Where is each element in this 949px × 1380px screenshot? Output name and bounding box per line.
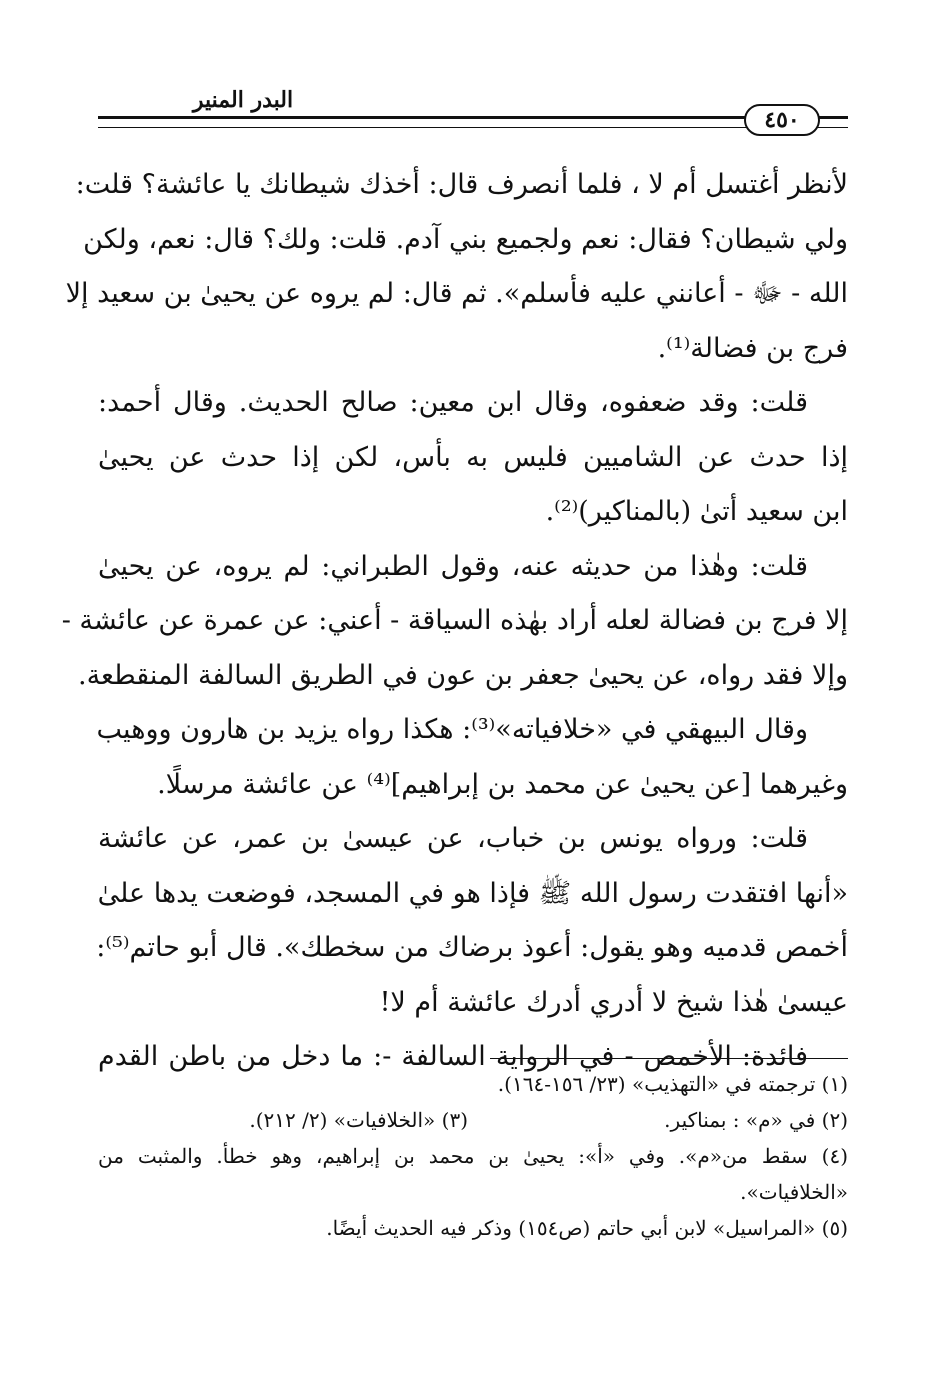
text-line: إذا حدث عن الشاميين فليس به بأس، لكن إذا حدث عن يحيىٰ [98, 441, 848, 473]
text-line: ابن سعيد أتىٰ (بالمناكير)⁽²⁾. [545, 496, 848, 527]
text-line: فرج بن فضالة⁽¹⁾. [657, 332, 848, 364]
text-line: إلا فرج بن فضالة لعله أراد بهٰذه السياقة - أعني: عن عمرة عن عائشة - [61, 605, 848, 636]
text-line: قلت: وقد ضعفوه، وقال ابن معين: صالح الحديث. وقال أحمد: [98, 387, 808, 418]
header-double-rule [98, 116, 848, 128]
text-line: عيسىٰ هٰذا شيخ لا أدري أدرك عائشة أم لا! [379, 986, 848, 1018]
text-line: الله - ﷻ - أعانني عليه فأسلم». ثم قال: لم يروه عن يحيىٰ بن سعيد إلا [65, 278, 848, 309]
footnotes [98, 1066, 848, 1246]
running-title: البدر المنير [192, 87, 294, 113]
text-line: فائدة: الأخمص - في الرواية السالفة -: ما دخل من باطن القدم [98, 1041, 808, 1072]
text-line: وقال البيهقي في «خلافياته»⁽³⁾: هكذا رواه يزيد بن هارون ووهيب [96, 714, 808, 745]
footnote-4-line-2: «الخلافيات». [740, 1180, 848, 1204]
text-line: وإلا فقد رواه، عن يحيىٰ جعفر بن عون في الطريق السالفة المنقطعة. [77, 659, 848, 691]
text-line: وغيرهما [عن يحيىٰ عن محمد بن إبراهيم]⁽⁴⁾ عن عائشة مرسلًا. [157, 768, 848, 800]
text-line: قلت: وهٰذا من حديثه عنه، وقول الطبراني: لم يروه، عن يحيىٰ [98, 550, 808, 582]
footnote-3: (٣) «الخلافيات» (٢/ ٢١٢). [249, 1108, 468, 1132]
footnote-2: (٢) في «م» : بمناكير. [664, 1108, 848, 1132]
text-line: «أنها افتقدت رسول الله ﷺ فإذا هو في المسجد، فوضعت يدها علىٰ [97, 877, 848, 909]
page-number: ٤٥٠ [744, 104, 820, 136]
page-header [98, 86, 848, 136]
footnote-row-2-3 [98, 1102, 848, 1138]
text-line: قلت: ورواه يونس بن خباب، عن عيسىٰ بن عمر، عن عائشة [98, 823, 808, 854]
footnote-1: (١) ترجمته في «التهذيب» (٢٣/ ١٥٦-١٦٤). [497, 1072, 848, 1096]
text-line: لأنظر أغتسل أم لا ، فلما أنصرف قال: أخذك شيطانك يا عائشة؟ قلت: [75, 169, 848, 200]
text-line: أخمص قدميه وهو يقول: أعوذ برضاك من سخطك». قال أبو حاتم⁽⁵⁾: [96, 932, 848, 963]
footnote-5: (٥) «المراسيل» لابن أبي حاتم (ص١٥٤) وذكر فيه الحديث أيضًا. [326, 1216, 848, 1240]
body-text [61, 158, 848, 1085]
footnote-4-line-1: (٤) سقط من«م». وفي «أ»: يحيىٰ بن محمد بن إبراهيم، وهو خطأ. والمثبت من [98, 1144, 848, 1168]
footnote-separator [490, 1058, 848, 1059]
text-line: ولي شيطان؟ فقال: نعم ولجميع بني آدم. قلت: ولك؟ قال: نعم، ولكن [83, 223, 848, 255]
